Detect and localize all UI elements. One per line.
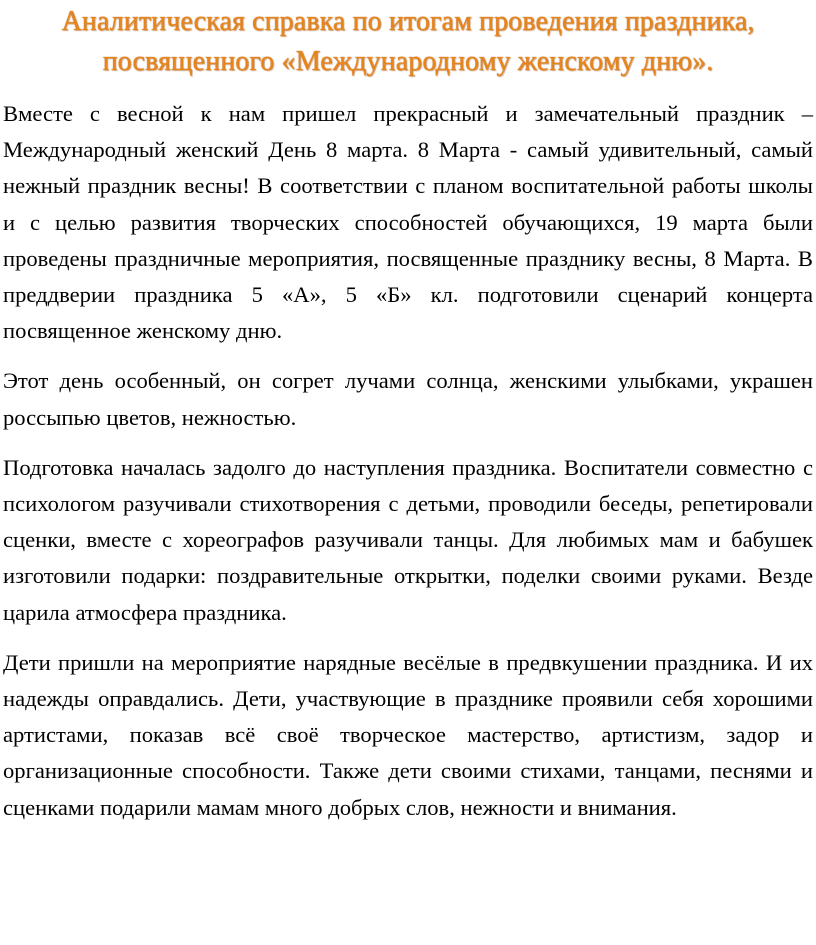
title-line-2: посвященного «Международному женскому дню». (102, 46, 714, 77)
document-title (3, 2, 813, 82)
paragraph-intro: Вместе с весной к нам пришел прекрасный и замечательный праздник – Международный женский День 8 марта. 8 Марта - самый удивительный, самый нежный праздник весны! В соответствии с планом воспитательной работы школы и с целью развития творческих способностей обучающихся, 19 марта были проведены праздничные мероприятия, посвященные празднику весны, 8 Марта. В преддверии праздника 5 «А», 5 «Б» кл. подготовили сценарий концерта посвященное женскому дню. (3, 101, 813, 344)
paragraph-preparation: Подготовка началась задолго до наступления праздника. Воспитатели совместно с психологом разучивали стихотворения с детьми, проводили беседы, репетировали сценки, вместе с хореографов разучивали танцы. Для любимых мам и бабушек изготовили подарки: поздравительные открытки, поделки своими руками. Везде царила атмосфера праздника. (3, 454, 813, 625)
title-line-1: Аналитическая справка по итогам проведения праздника, (61, 6, 755, 37)
document-body (3, 96, 813, 826)
paragraph-special-day: Этот день особенный, он согрет лучами солнца, женскими улыбками, украшен россыпью цветов, нежностью. (3, 368, 813, 430)
paragraph-event: Дети пришли на мероприятие нарядные весёлые в предвкушении праздника. И их надежды оправдались. Дети, участвующие в празднике проявили себя хорошими артистами, показав всё своё творческое мастерство, артистизм, задор и организационные способности. Также дети своими стихами, танцами, песнями и сценками подарили мамам много добрых слов, нежности и внимания. (3, 649, 813, 820)
